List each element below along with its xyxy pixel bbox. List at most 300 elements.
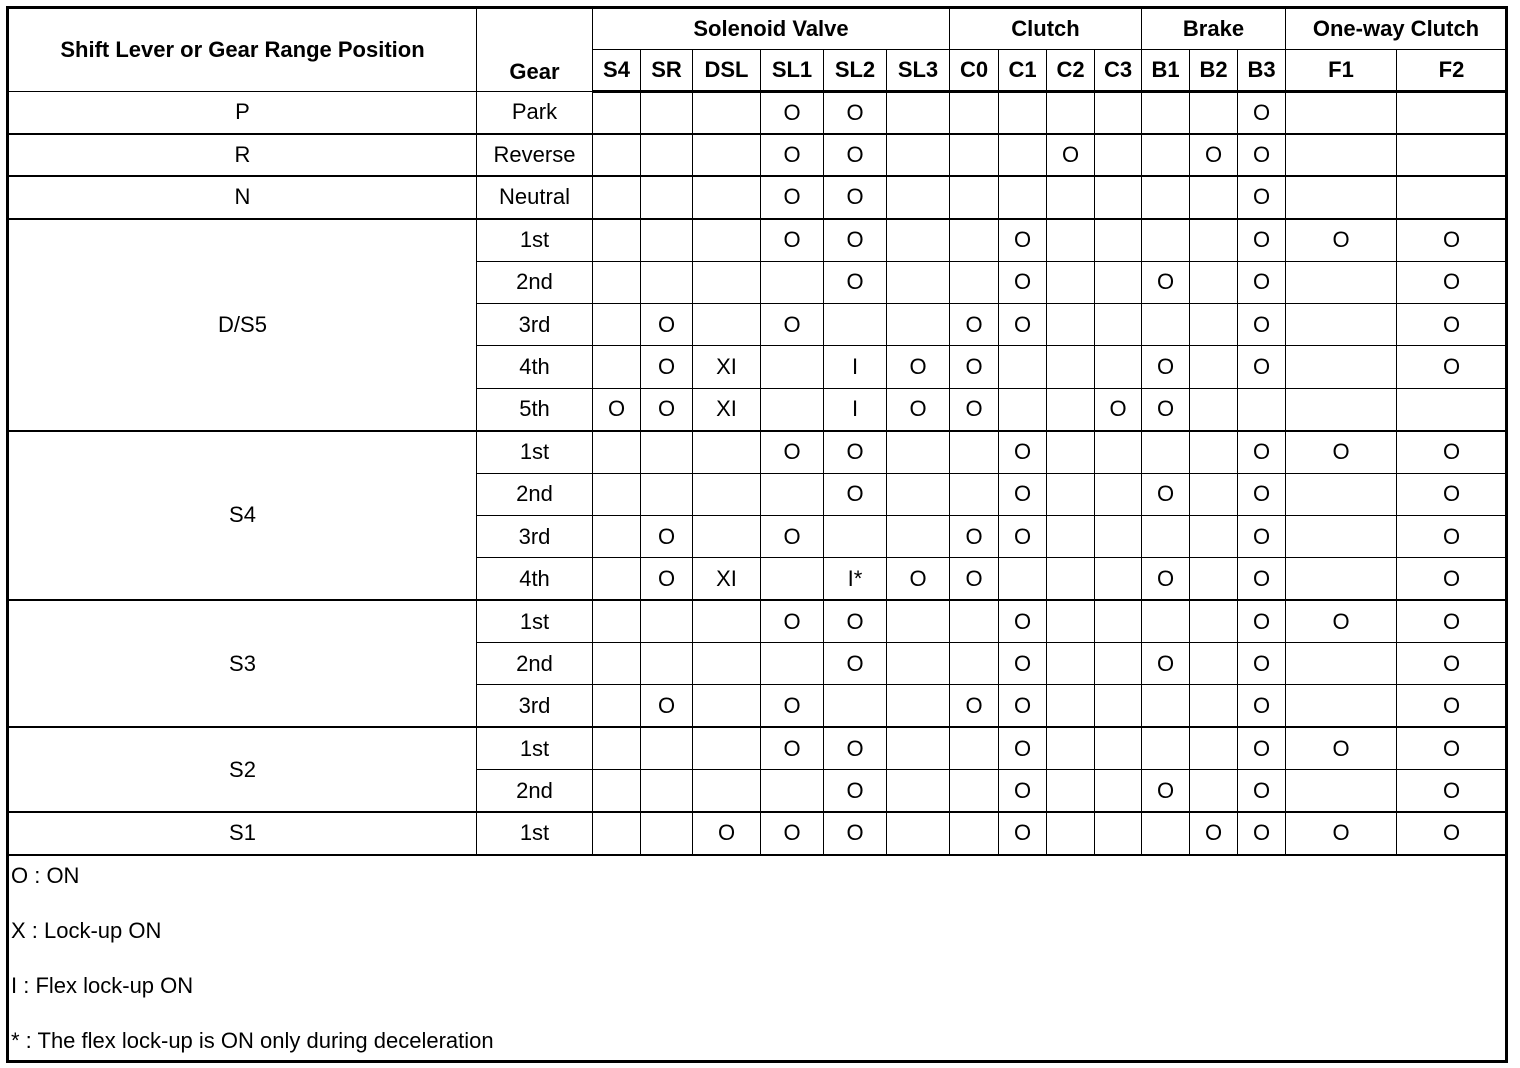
status-cell [693,303,761,345]
status-cell: O [824,176,887,218]
status-cell [693,92,761,134]
status-cell [693,685,761,727]
status-cell [761,261,824,303]
status-cell: O [1238,515,1286,557]
status-cell: O [693,812,761,854]
column-header-dsl: DSL [693,50,761,92]
status-cell: O [1397,303,1507,345]
status-cell [1095,643,1142,685]
status-cell [593,473,641,515]
status-cell [1047,558,1095,600]
legend [11,853,1501,1059]
status-cell: O [1238,92,1286,134]
status-cell: O [761,303,824,345]
column-header-sl3: SL3 [887,50,950,92]
status-cell [1095,812,1142,854]
status-cell [1190,473,1238,515]
gear-cell: 2nd [477,261,593,303]
table-row [9,727,1507,769]
status-cell [1095,176,1142,218]
status-cell: O [999,473,1047,515]
status-cell [693,473,761,515]
status-cell [1190,176,1238,218]
status-cell [999,176,1047,218]
status-cell: O [1142,261,1190,303]
status-cell [1190,219,1238,261]
status-cell [1286,176,1397,218]
status-cell: O [999,600,1047,642]
status-cell [593,176,641,218]
status-cell: O [1286,431,1397,473]
status-cell [999,134,1047,176]
status-cell: O [1238,558,1286,600]
status-cell [1142,431,1190,473]
column-header-sl2: SL2 [824,50,887,92]
status-cell: O [950,388,999,430]
column-header-c0: C0 [950,50,999,92]
status-cell: O [1238,643,1286,685]
status-cell [693,219,761,261]
status-cell [887,600,950,642]
status-cell [693,134,761,176]
status-cell [1142,685,1190,727]
status-cell [641,770,693,812]
status-cell: O [1286,219,1397,261]
position-cell: S4 [9,431,477,601]
status-cell [1190,261,1238,303]
status-cell [593,92,641,134]
status-cell [593,643,641,685]
status-cell [1142,812,1190,854]
status-cell [593,303,641,345]
gear-cell: 1st [477,727,593,769]
status-cell: O [641,346,693,388]
status-cell [887,515,950,557]
status-cell [1047,176,1095,218]
status-cell: O [999,431,1047,473]
status-cell [1095,134,1142,176]
status-cell: O [761,176,824,218]
status-cell [593,346,641,388]
status-cell [1142,92,1190,134]
table-row [9,431,1507,473]
status-cell: O [1190,812,1238,854]
status-cell [693,261,761,303]
position-header: Shift Lever or Gear Range Position [9,9,477,92]
status-cell [1190,303,1238,345]
status-cell: O [1238,431,1286,473]
status-cell: O [824,770,887,812]
status-cell [950,219,999,261]
status-cell: O [1238,176,1286,218]
operation-table [8,8,1507,856]
status-cell: O [1397,473,1507,515]
gear-cell: 1st [477,431,593,473]
status-cell [1286,473,1397,515]
status-cell [1047,303,1095,345]
status-cell [593,431,641,473]
status-cell [761,643,824,685]
status-cell [1286,643,1397,685]
status-cell [693,600,761,642]
status-cell: O [1397,431,1507,473]
status-cell [1190,643,1238,685]
status-cell [1142,515,1190,557]
column-header-c2: C2 [1047,50,1095,92]
status-cell [641,176,693,218]
status-cell [1190,727,1238,769]
status-cell: O [950,346,999,388]
status-cell [1142,134,1190,176]
status-cell: O [824,812,887,854]
status-cell [887,219,950,261]
status-cell [1142,727,1190,769]
status-cell: I* [824,558,887,600]
status-cell [999,388,1047,430]
status-cell: O [1095,388,1142,430]
status-cell: O [1238,346,1286,388]
position-cell: P [9,92,477,134]
gear-cell: Park [477,92,593,134]
status-cell [824,515,887,557]
status-cell [1047,388,1095,430]
table-row [9,812,1507,854]
status-cell [824,303,887,345]
status-cell [950,92,999,134]
status-cell [641,473,693,515]
table-row [9,176,1507,218]
status-cell: O [1397,261,1507,303]
position-cell: N [9,176,477,218]
status-cell: O [1397,643,1507,685]
gear-header [477,9,593,92]
status-cell [1397,176,1507,218]
status-cell: O [824,219,887,261]
status-cell [999,558,1047,600]
group-header-one-way-clutch: One-way Clutch [1286,9,1507,50]
status-cell: O [1397,346,1507,388]
status-cell: O [887,558,950,600]
status-cell [950,727,999,769]
status-cell [641,92,693,134]
status-cell [1047,473,1095,515]
status-cell: O [887,346,950,388]
status-cell [761,388,824,430]
status-cell [1047,770,1095,812]
status-cell [693,431,761,473]
gear-cell: 2nd [477,643,593,685]
status-cell [593,727,641,769]
status-cell [1142,303,1190,345]
status-cell: O [761,431,824,473]
status-cell [950,431,999,473]
status-cell [593,685,641,727]
status-cell [693,727,761,769]
status-cell [1286,261,1397,303]
status-cell: O [1190,134,1238,176]
status-cell [1095,92,1142,134]
status-cell: O [1238,134,1286,176]
status-cell [1286,558,1397,600]
status-cell [641,431,693,473]
status-cell [1142,219,1190,261]
status-cell [593,558,641,600]
column-header-c1: C1 [999,50,1047,92]
status-cell: O [824,727,887,769]
gear-cell: 3rd [477,685,593,727]
status-cell: O [999,770,1047,812]
status-cell [1095,515,1142,557]
status-cell: O [950,558,999,600]
column-header-c3: C3 [1095,50,1142,92]
table-header [9,9,1507,92]
position-cell: S1 [9,812,477,854]
status-cell: O [824,643,887,685]
position-cell: R [9,134,477,176]
status-cell: O [593,388,641,430]
status-cell [761,346,824,388]
status-cell [1286,515,1397,557]
status-cell: O [1286,600,1397,642]
status-cell: O [950,303,999,345]
gear-cell: 4th [477,346,593,388]
column-header-f1: F1 [1286,50,1397,92]
status-cell: O [1397,219,1507,261]
status-cell: O [641,388,693,430]
table-row [9,600,1507,642]
status-cell [1095,600,1142,642]
status-cell [1190,515,1238,557]
status-cell [761,558,824,600]
status-cell [1397,92,1507,134]
status-cell [1286,303,1397,345]
status-cell [641,219,693,261]
status-cell [1397,134,1507,176]
gear-cell: Reverse [477,134,593,176]
status-cell [761,473,824,515]
status-cell [887,134,950,176]
status-cell [1190,685,1238,727]
status-cell [1286,685,1397,727]
status-cell [593,515,641,557]
status-cell [693,770,761,812]
status-cell [693,176,761,218]
status-cell [887,473,950,515]
column-header-b1: B1 [1142,50,1190,92]
table-body [9,92,1507,855]
status-cell: O [999,303,1047,345]
status-cell: O [824,473,887,515]
gear-cell: 2nd [477,473,593,515]
status-cell: O [999,727,1047,769]
status-cell [641,261,693,303]
status-cell: O [950,685,999,727]
status-cell [1190,600,1238,642]
status-cell: O [999,515,1047,557]
status-cell: O [1238,473,1286,515]
status-cell: O [641,685,693,727]
status-cell [641,812,693,854]
status-cell: O [824,92,887,134]
status-cell [1397,388,1507,430]
status-cell [641,643,693,685]
status-cell [1142,600,1190,642]
status-cell: O [1047,134,1095,176]
status-cell: O [1142,558,1190,600]
status-cell [1286,770,1397,812]
column-header-f2: F2 [1397,50,1507,92]
status-cell: O [761,812,824,854]
status-cell: O [1397,600,1507,642]
status-cell [950,770,999,812]
status-cell [887,812,950,854]
status-cell [1095,431,1142,473]
status-cell [1190,92,1238,134]
status-cell: O [1397,685,1507,727]
status-cell: O [1397,515,1507,557]
status-cell [950,600,999,642]
status-cell [1286,134,1397,176]
status-cell: I [824,388,887,430]
status-cell [1095,219,1142,261]
status-cell: O [950,515,999,557]
status-cell [1286,388,1397,430]
status-cell [1047,431,1095,473]
status-cell [1047,600,1095,642]
status-cell [641,600,693,642]
status-cell: O [761,727,824,769]
status-cell [887,303,950,345]
legend-on: O : ON [11,863,80,888]
status-cell [950,261,999,303]
status-cell [1190,558,1238,600]
status-cell [1047,219,1095,261]
gear-cell: Neutral [477,176,593,218]
status-cell [887,643,950,685]
status-cell [1095,303,1142,345]
status-cell [1047,643,1095,685]
status-cell [1095,346,1142,388]
legend-deceleration-note: * : The flex lock-up is ON only during deceleration [11,1028,494,1053]
gear-header-label: Gear [509,59,560,84]
status-cell [641,134,693,176]
status-cell: O [999,219,1047,261]
status-cell: O [1142,473,1190,515]
status-cell: O [761,134,824,176]
status-cell [887,685,950,727]
status-cell: O [1238,600,1286,642]
status-cell: O [1142,388,1190,430]
status-cell: O [1397,558,1507,600]
status-cell: O [999,643,1047,685]
position-cell: D/S5 [9,219,477,431]
status-cell: O [761,600,824,642]
column-header-s4: S4 [593,50,641,92]
status-cell: O [824,600,887,642]
status-cell [1095,473,1142,515]
status-cell: O [999,685,1047,727]
status-cell: O [824,261,887,303]
table-row [9,219,1507,261]
status-cell [887,176,950,218]
status-cell [1238,388,1286,430]
status-cell: O [999,261,1047,303]
status-cell [887,431,950,473]
status-cell: O [1238,770,1286,812]
status-cell [950,176,999,218]
column-header-b3: B3 [1238,50,1286,92]
status-cell: O [1238,685,1286,727]
status-cell [693,643,761,685]
status-cell [887,727,950,769]
status-cell [1047,812,1095,854]
status-cell [1286,346,1397,388]
column-header-sr: SR [641,50,693,92]
status-cell: O [1397,812,1507,854]
status-cell: XI [693,558,761,600]
status-cell [1047,92,1095,134]
status-cell: O [1238,219,1286,261]
gear-cell: 1st [477,600,593,642]
status-cell [593,261,641,303]
gear-cell: 3rd [477,303,593,345]
table-row [9,92,1507,134]
status-cell: O [1238,812,1286,854]
gear-cell: 1st [477,812,593,854]
status-cell [1095,770,1142,812]
status-cell: O [1142,770,1190,812]
status-cell: O [641,303,693,345]
status-cell [1095,685,1142,727]
status-cell [1047,261,1095,303]
status-cell [824,685,887,727]
position-cell: S3 [9,600,477,727]
status-cell [593,812,641,854]
status-cell [1190,388,1238,430]
status-cell [1190,431,1238,473]
status-cell [1047,685,1095,727]
status-cell [999,92,1047,134]
status-cell [593,134,641,176]
group-header-solenoid: Solenoid Valve [593,9,950,50]
column-header-sl1: SL1 [761,50,824,92]
gear-cell: 5th [477,388,593,430]
status-cell [950,643,999,685]
legend-lockup: X : Lock-up ON [11,918,162,943]
status-cell: XI [693,388,761,430]
status-cell [1095,558,1142,600]
status-cell: O [641,515,693,557]
status-cell [950,812,999,854]
column-header-b2: B2 [1190,50,1238,92]
status-cell [1047,727,1095,769]
status-cell: O [999,812,1047,854]
group-header-brake: Brake [1142,9,1286,50]
gear-cell: 4th [477,558,593,600]
gear-cell: 2nd [477,770,593,812]
status-cell: O [887,388,950,430]
group-header-clutch: Clutch [950,9,1142,50]
status-cell: O [1238,261,1286,303]
status-cell [761,770,824,812]
status-cell: O [1397,727,1507,769]
status-cell: O [1238,303,1286,345]
status-cell [887,92,950,134]
status-cell [1142,176,1190,218]
status-cell [593,219,641,261]
status-cell: O [1142,643,1190,685]
position-cell: S2 [9,727,477,812]
